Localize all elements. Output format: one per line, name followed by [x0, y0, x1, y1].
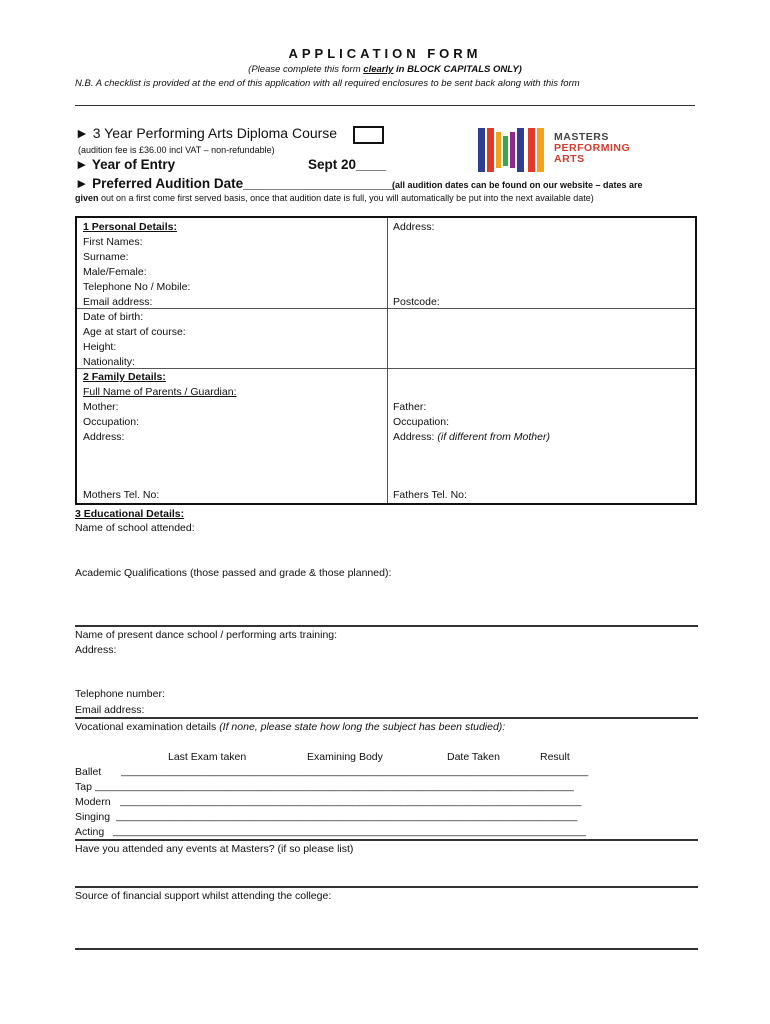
father-occupation-field[interactable]: Occupation:: [393, 416, 450, 428]
vocational-text: Vocational examination details: [75, 721, 220, 733]
exam-row-acting-label: Acting: [75, 826, 105, 838]
exam-row-singing-line[interactable]: _______________________________________________________________________________: [116, 810, 578, 822]
father-field[interactable]: Father:: [393, 401, 427, 413]
year-of-entry-field[interactable]: Sept 20____: [308, 157, 387, 172]
height-field[interactable]: Height:: [83, 341, 117, 353]
mother-field[interactable]: Mother:: [83, 401, 119, 413]
vocational-label: [75, 721, 505, 733]
mother-occupation-field[interactable]: Occupation:: [83, 416, 140, 428]
audition-date-field[interactable]: ► Preferred Audition Date____________________: [75, 176, 394, 191]
exam-row-singing-label: Singing: [75, 811, 111, 823]
first-names-field[interactable]: First Names:: [83, 236, 143, 248]
financial-support-field[interactable]: Source of financial support whilst attending the college:: [75, 890, 332, 902]
details-row-divider-1: [77, 308, 695, 309]
logo-bar: [537, 128, 544, 172]
details-row-divider-2: [77, 368, 695, 369]
vocational-note: (If none, please state how long the subject has been studied):: [219, 721, 506, 733]
father-address-label: Address:: [393, 431, 438, 443]
divider-dance-school: [75, 717, 698, 719]
audition-fee: (audition fee is £36.00 incl VAT – non-refundable): [78, 145, 275, 155]
logo-bar: [517, 128, 524, 172]
header-divider: [75, 105, 695, 106]
dance-school-telephone-field[interactable]: Telephone number:: [75, 688, 165, 700]
personal-details-heading: 1 Personal Details:: [83, 221, 177, 233]
logo-bar: [503, 136, 508, 166]
family-details-heading: 2 Family Details:: [83, 371, 166, 383]
subtitle-pre: (Please complete this form: [248, 64, 364, 75]
details-column-divider: [387, 218, 388, 503]
telephone-field[interactable]: Telephone No / Mobile:: [83, 281, 191, 293]
school-field[interactable]: Name of school attended:: [75, 522, 195, 534]
column-result: Result: [540, 751, 570, 763]
logo-bar: [510, 132, 515, 168]
column-last-exam: Last Exam taken: [168, 751, 247, 763]
audition-note-rest: out on a first come first served basis, once that audition date is full, you will automatically be put into the next available date): [98, 193, 594, 203]
qualifications-field[interactable]: Academic Qualifications (those passed and grade & those planned):: [75, 567, 392, 579]
subtitle-clearly: clearly: [363, 64, 394, 75]
logo-line-3: ARTS: [554, 153, 585, 165]
column-date-taken: Date Taken: [447, 751, 500, 763]
mother-tel-field[interactable]: Mothers Tel. No:: [83, 489, 160, 501]
masters-logo: [476, 122, 646, 174]
surname-field[interactable]: Surname:: [83, 251, 129, 263]
email-field[interactable]: Email address:: [83, 296, 153, 308]
exam-row-modern-label: Modern: [75, 796, 111, 808]
father-address-field[interactable]: [393, 431, 550, 443]
mother-address-field[interactable]: Address:: [83, 431, 125, 443]
divider-vocational: [75, 839, 698, 841]
audition-note: (all audition dates can be found on our website – dates are: [392, 180, 643, 190]
checklist-note: N.B. A checklist is provided at the end of this application with all required enclosures to be sent back along with this form: [75, 78, 580, 89]
year-of-entry-label: ► Year of Entry: [75, 157, 176, 172]
logo-mark-icon: [476, 122, 548, 174]
father-tel-field[interactable]: Fathers Tel. No:: [393, 489, 467, 501]
logo-bar: [478, 128, 485, 172]
exam-row-modern-line[interactable]: _______________________________________________________________________________: [120, 795, 582, 807]
subtitle-post: in BLOCK CAPITALS ONLY): [393, 64, 522, 75]
column-examining-body: Examining Body: [307, 751, 383, 763]
divider-events: [75, 886, 698, 888]
dance-school-field[interactable]: Name of present dance school / performing arts training:: [75, 629, 338, 641]
logo-line-2: PERFORMING: [554, 142, 631, 154]
exam-row-tap-line[interactable]: __________________________________________________________________________________: [95, 780, 574, 792]
exam-row-tap-label: Tap: [75, 781, 92, 793]
postcode-field[interactable]: Postcode:: [393, 296, 440, 308]
details-box: [75, 216, 697, 505]
father-address-note: (if different from Mother): [437, 431, 550, 443]
form-title: APPLICATION FORM: [288, 46, 482, 61]
nationality-field[interactable]: Nationality:: [83, 356, 135, 368]
exam-row-ballet-line[interactable]: ________________________________________________________________________________: [121, 765, 589, 777]
exam-row-acting-line[interactable]: _________________________________________________________________________________: [113, 825, 587, 837]
dance-school-email-field[interactable]: Email address:: [75, 704, 145, 716]
age-field[interactable]: Age at start of course:: [83, 326, 186, 338]
audition-note-bold: given: [75, 193, 99, 203]
exam-row-ballet-label: Ballet: [75, 766, 102, 778]
dance-school-address-field[interactable]: Address:: [75, 644, 117, 656]
logo-bar: [487, 128, 494, 172]
course-checkbox[interactable]: [353, 126, 384, 144]
logo-bar: [528, 128, 535, 172]
events-field[interactable]: Have you attended any events at Masters? (if so please list): [75, 843, 354, 855]
divider-qualifications: [75, 625, 698, 627]
educational-details-heading: 3 Educational Details:: [75, 508, 185, 520]
logo-text: [554, 132, 630, 165]
audition-note-continued: [75, 193, 594, 203]
address-field[interactable]: Address:: [393, 221, 435, 233]
sex-field[interactable]: Male/Female:: [83, 266, 147, 278]
logo-bar: [496, 132, 501, 168]
divider-financial: [75, 948, 698, 950]
dob-field[interactable]: Date of birth:: [83, 311, 144, 323]
form-subtitle: [0, 64, 770, 75]
parents-name-label: Full Name of Parents / Guardian:: [83, 386, 237, 398]
course-label: ► 3 Year Performing Arts Diploma Course: [75, 125, 338, 141]
logo-line-1: MASTERS: [554, 131, 609, 143]
